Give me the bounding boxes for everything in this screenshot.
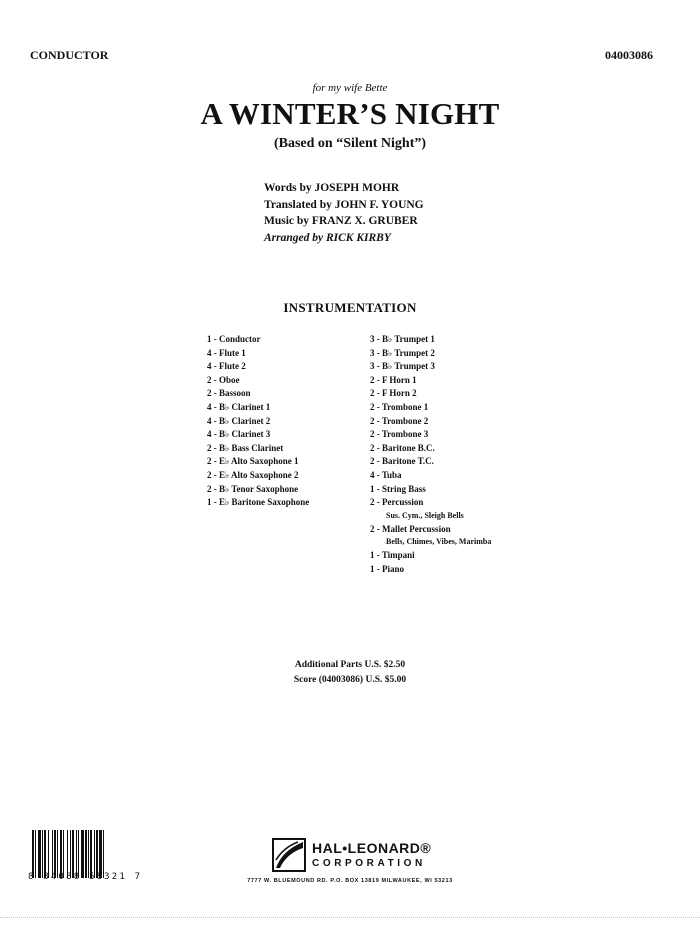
instrument-item: 1 - Conductor	[207, 334, 261, 344]
instrument-item: 2 - Trombone 1	[370, 401, 429, 412]
instrument-item: 2 - B♭ Tenor Saxophone	[207, 483, 299, 494]
instrument-item: 1 - String Bass	[370, 483, 426, 494]
instrument-item: 2 - Mallet Percussion	[370, 523, 451, 534]
instrument-item: 2 - Baritone T.C.	[370, 456, 434, 467]
part-label: CONDUCTOR	[30, 48, 109, 62]
instrumentation-right-column	[370, 333, 491, 577]
score-price: Score (04003086) U.S. $5.00	[293, 675, 407, 685]
barcode-image	[30, 830, 134, 878]
dedication: for my wife Bette	[312, 82, 388, 94]
publisher-name: HAL•LEONARD®	[312, 840, 432, 856]
publisher-logo	[272, 838, 448, 876]
instrument-item: 2 - B♭ Bass Clarinet	[207, 442, 284, 453]
publisher-logo-icon	[272, 838, 306, 872]
instrument-item: 2 - E♭ Alto Saxophone 2	[207, 469, 299, 480]
instrument-detail: Bells, Chimes, Vibes, Marimba	[386, 537, 492, 547]
page-title: A WINTER’S NIGHT	[200, 96, 500, 131]
instrument-item: 3 - B♭ Trumpet 2	[370, 347, 435, 358]
instrument-item: 2 - Trombone 2	[370, 415, 429, 426]
instrumentation-heading: INSTRUMENTATION	[283, 300, 417, 315]
barcode-number: 8 84088 58321 7	[28, 872, 143, 882]
credit-arranged: Arranged by RICK KIRBY	[264, 231, 391, 244]
subtitle: (Based on “Silent Night”)	[273, 136, 427, 151]
credit-music: Music by FRANZ X. GRUBER	[264, 215, 418, 227]
catalog-number: 04003086	[605, 48, 653, 62]
instrument-item: 3 - B♭ Trumpet 3	[370, 361, 435, 372]
instrument-item: 4 - Tuba	[370, 469, 402, 480]
instrument-item: 1 - E♭ Baritone Saxophone	[207, 497, 310, 508]
price-block	[0, 658, 700, 688]
instrument-item: 2 - Oboe	[207, 374, 240, 385]
instrument-item: 2 - Baritone B.C.	[370, 442, 435, 453]
instrument-item: 2 - Percussion	[370, 497, 424, 508]
credit-words: Words by JOSEPH MOHR	[264, 182, 400, 194]
instrument-item: 2 - F Horn 1	[370, 374, 417, 385]
instrument-item: 2 - Trombone 3	[370, 429, 429, 440]
instrument-item: 3 - B♭ Trumpet 1	[370, 334, 435, 344]
instrument-item: 2 - Bassoon	[207, 388, 251, 399]
additional-parts-price: Additional Parts U.S. $2.50	[294, 660, 406, 670]
instrument-item: 4 - B♭ Clarinet 1	[207, 401, 271, 412]
instrument-item: 1 - Timpani	[370, 550, 415, 561]
instrument-item: 2 - E♭ Alto Saxophone 1	[207, 456, 299, 467]
publisher-address: 7777 W. BLUEMOUND RD. P.O. BOX 13819 MILWAUKEE, WI 53213	[247, 878, 453, 884]
credit-translated: Translated by JOHN F. YOUNG	[264, 198, 424, 211]
credits-block	[264, 180, 424, 246]
instrument-item: 4 - B♭ Clarinet 2	[207, 415, 271, 426]
instrument-item: 2 - F Horn 2	[370, 388, 417, 399]
instrument-item: 1 - Piano	[370, 563, 405, 574]
instrument-item: 4 - B♭ Clarinet 3	[207, 429, 271, 440]
footer-divider	[0, 917, 700, 918]
instrumentation-left-column	[207, 333, 309, 510]
instrument-item: 4 - Flute 2	[207, 361, 246, 372]
publisher-corporation: CORPORATION	[312, 858, 426, 869]
instrument-detail: Sus. Cym., Sleigh Bells	[386, 510, 464, 520]
instrument-item: 4 - Flute 1	[207, 347, 246, 358]
